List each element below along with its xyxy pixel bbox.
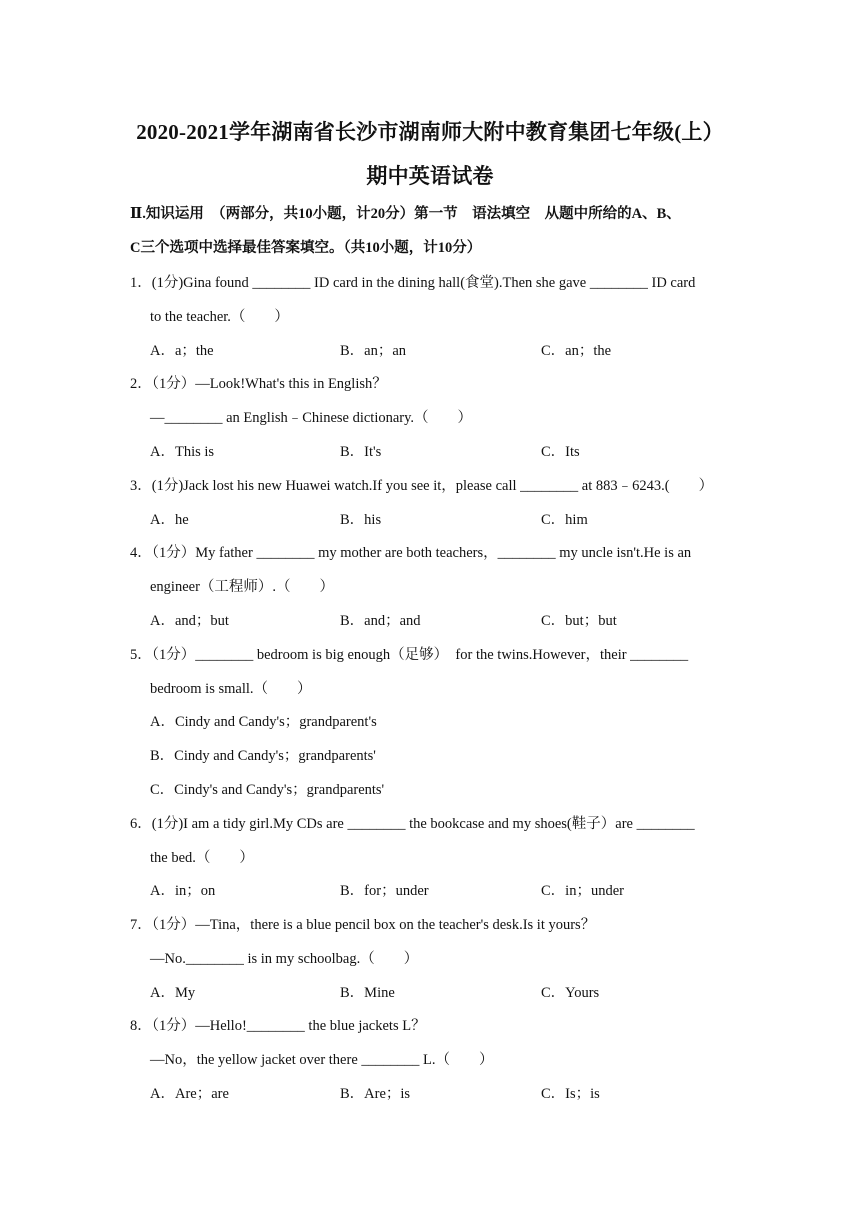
- question-4-option-c: C．but；but: [541, 613, 617, 629]
- question-3-option-a: A．he: [150, 512, 189, 528]
- question-8-stem-line-2: —No，the yellow jacket over there ________ L.（ ）: [150, 1052, 494, 1068]
- question-5-option-b: B．Cindy and Candy's；grandparents': [150, 748, 376, 764]
- title-line-1: 2020-2021学年湖南省长沙市湖南师大附中教育集团七年级(上）: [136, 120, 724, 144]
- question-4-option-a: A．and；but: [150, 613, 229, 629]
- question-8-option-a: A．Are；are: [150, 1086, 229, 1102]
- question-4-stem-line-2: engineer（工程师）.（ ）: [150, 579, 335, 595]
- section-instruction-line-1: Ⅱ.知识运用 （两部分，共10小题，计20分）第一节 语法填空 从题中所给的A、B、: [130, 206, 681, 222]
- question-8-option-b: B．Are；is: [340, 1086, 411, 1102]
- question-7-option-b: B．Mine: [340, 985, 395, 1001]
- question-2-stem-line-2: —________ an English﹣Chinese dictionary.（ ）: [150, 410, 473, 426]
- question-7-stem-line-1: 7．（1分）—Tina，there is a blue pencil box on the teacher's desk.Is it yours？: [130, 917, 596, 933]
- question-2-option-c: C．Its: [541, 444, 580, 460]
- question-1-stem-line-1: 1．(1分)Gina found ________ ID card in the dining hall(食堂).Then she gave ________ ID card: [130, 275, 696, 291]
- question-4-option-b: B．and；and: [340, 613, 421, 629]
- title-line-2: 期中英语试卷: [366, 164, 494, 188]
- question-6-stem-line-1: 6．(1分)I am a tidy girl.My CDs are ________ the bookcase and my shoes(鞋子）are ________: [130, 816, 695, 832]
- question-2-stem-line-1: 2．（1分）—Look!What's this in English？: [130, 376, 387, 392]
- question-5-option-c: C．Cindy's and Candy's；grandparents': [150, 782, 385, 798]
- question-1-option-b: B．an；an: [340, 343, 407, 359]
- question-6-option-a: A．in；on: [150, 883, 216, 899]
- question-8-stem-line-1: 8．（1分）—Hello!________ the blue jackets L？: [130, 1018, 426, 1034]
- question-1-option-a: A．a；the: [150, 343, 214, 359]
- question-3-option-c: C．him: [541, 512, 588, 528]
- question-3-option-b: B．his: [340, 512, 382, 528]
- question-1-stem-line-2: to the teacher.（ ）: [150, 309, 289, 325]
- question-2-option-a: A．This is: [150, 444, 215, 460]
- question-1-option-c: C．an；the: [541, 343, 612, 359]
- question-4-stem-line-1: 4．（1分）My father ________ my mother are both teachers，________ my uncle isn't.He is an: [130, 545, 692, 561]
- question-6-option-b: B．for；under: [340, 883, 429, 899]
- question-2-option-b: B．It's: [340, 444, 382, 460]
- question-6-stem-line-2: the bed.（ ）: [150, 850, 254, 866]
- question-6-option-c: C．in；under: [541, 883, 624, 899]
- section-instruction-line-2: C三个选项中选择最佳答案填空。（共10小题，计10分）: [130, 240, 482, 256]
- question-8-option-c: C．Is；is: [541, 1086, 600, 1102]
- question-3-stem-line-1: 3．(1分)Jack lost his new Huawei watch.If you see it，please call ________ at 883﹣6243.( ）: [130, 478, 714, 494]
- question-7-option-c: C．Yours: [541, 985, 600, 1001]
- question-5-stem-line-1: 5．（1分）________ bedroom is big enough（足够） for the twins.However，their ________: [130, 647, 689, 663]
- question-7-stem-line-2: —No.________ is in my schoolbag.（ ）: [150, 951, 419, 967]
- question-5-stem-line-2: bedroom is small.（ ）: [150, 681, 312, 697]
- question-7-option-a: A．My: [150, 985, 196, 1001]
- question-5-option-a: A．Cindy and Candy's；grandparent's: [150, 714, 377, 730]
